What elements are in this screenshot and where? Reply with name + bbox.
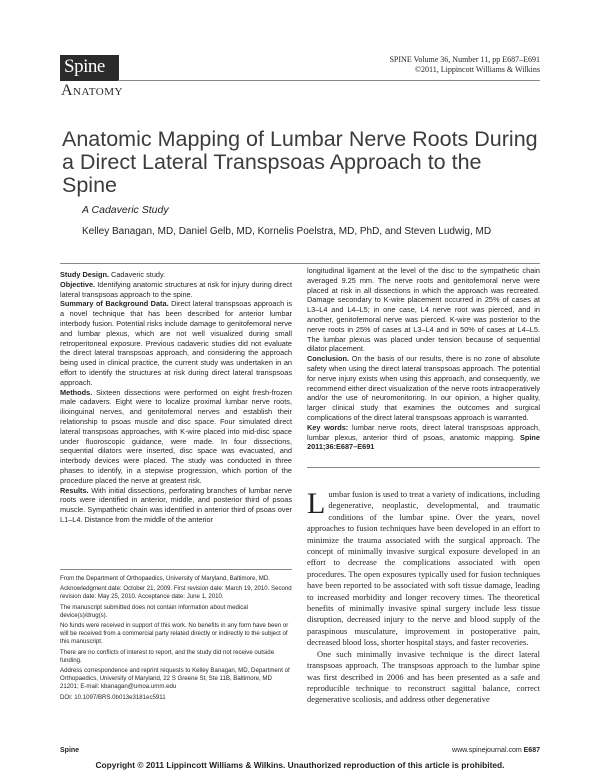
abstract-rule <box>60 263 540 264</box>
drop-cap: L <box>307 487 326 520</box>
journal-logo-text: Spine <box>64 56 105 77</box>
journal-info <box>389 55 540 75</box>
footnote-rule <box>60 569 292 570</box>
abstract-methods: Methods. Sixteen dissections were performed on eight fresh-frozen male cadavers. Eight were to localize proximal lumbar nerve roots, ilioinguinal nerves, and genitofemoral nerves and establish their relationship to psoas muscle and disc space. Four simulated direct lateral transpsoas approaches, with K-wire placed into mid-disc space under fluoroscopic guidance, were made. In four dissections, sequential dilators were inserted, disc space was evacuated, and interbody devices were placed. The study was conducted in three phases to identify, in a stepwise progression, which portion of the procedure placed the nerve at greatest risk. <box>60 387 292 485</box>
abstract-results: Results. With initial dissections, perforating branches of lumbar nerve roots were identified in anterior, middle, and posterior third of psoas muscle. Sympathetic chain was identified in anterior third of psoas over L1–L4. Distance from the middle of the anterior <box>60 485 292 524</box>
article-body <box>307 489 540 706</box>
abstract-background: Summary of Background Data. Direct lateral transpsoas approach is a novel technique that has been described for anterior lumbar interbody fusion. Potential risks include damage to genitofemoral nerve and lumbar plexus, which are not well visualized during small retroperitoneal exposure. Previous cadaveric studies did not evaluate the direct lateral transpsoas approach, and considering the approach being used in clinical practice, the current study was undertaken in an effort to identify the structures at risk during direct lateral transpsoas approach. <box>60 299 293 387</box>
header-rule <box>118 80 540 81</box>
abstract-keywords: Key words: lumbar nerve roots, direct lateral transpsoas approach, lumbar plexus, anterior third of psoas, anatomic mapping. Spine 2011;36:E687–E691 <box>307 422 540 452</box>
abstract-left-column <box>60 270 292 525</box>
abstract-design: Study Design. Cadaveric study. <box>60 270 166 279</box>
article-title: Anatomic Mapping of Lumbar Nerve Roots During a Direct Lateral Transpsoas Approach to the Spine <box>62 127 538 197</box>
body-paragraph-2: One such minimally invasive technique is the direct lateral transpsoas approach. The transpsoas approach to the lumbar spine was first described in 2006 and has been presented as a safe and reproducible technique to reconstruct sagittal balance, correct degenerative scoliosis, and address other degenerative <box>307 648 540 705</box>
article-subtitle: A Cadaveric Study <box>82 204 169 216</box>
abstract-results-continued: longitudinal ligament at the level of the disc to the sympathetic chain averaged 9.25 mm. The nerve roots and genitofemoral nerve were placed at risk in all dissections in which the approach was recreated. Damage secondary to K-wire placement occurred in 25% of cases at L3–L4 and L4–L5; in one case, L4 nerve root was pierced, and in another, genitofemoral nerve was pierced. K-wire was posterior to the nerve roots in 25% of cases at L3–L4 and in 50% of cases at L4–L5. The lumbar plexus was placed under tension because of sequential dilator placement. <box>307 266 540 354</box>
abstract-objective: Objective. Identifying anatomic structures at risk for injury during direct lateral transpsoas approach to the spine. <box>60 279 292 299</box>
abstract-right-column <box>307 266 540 452</box>
footnote-funding: No funds were received in support of this work. No benefits in any form have been or will be received from a commercial party related directly or indirectly to the subject of this manuscript. <box>60 622 289 646</box>
abstract-conclusion: Conclusion. On the basis of our results, there is no zone of absolute safety when using the direct lateral transpsoas approach. The potential for nerve injury exists when using this approach, and consequently, we recommend either direct visualization of the nerve roots intraoperatively and/or the use of neuromonitoring. In our opinion, a higher quality, larger clinical study that examines the outcomes and surgical complications of the direct lateral transpsoas approach is warranted. <box>307 354 540 422</box>
footnotes <box>60 575 292 704</box>
footer-journal: Spine <box>60 747 80 754</box>
footer-url[interactable]: www.spinejournal.com <box>452 747 522 754</box>
footnote-correspondence: Address correspondence and reprint requests to Kelley Banagan, MD, Department of Orthopaedics, University of Maryland, 22 S Greene St, Ste 11B, Baltimore, MD 21201; E-mail: kbanagan@umoa.umm.edu <box>60 667 290 691</box>
footnote-conflicts: There are no conflicts of interest to report, and the study did not receive outside funding. <box>60 648 275 664</box>
footer-page-info <box>452 747 540 754</box>
citation: Spine 2011;36:E687–E691 <box>307 432 540 452</box>
abstract-end-rule <box>307 467 540 468</box>
article-authors: Kelley Banagan, MD, Daniel Gelb, MD, Kornelis Poelstra, MD, PhD, and Steven Ludwig, MD <box>82 226 492 237</box>
footnote-dates: Acknowledgment date: October 21, 2009. First revision date: March 19, 2010. Second revision date: May 25, 2010. Acceptance date: June 1, 2010. <box>60 585 292 601</box>
footnote-affiliation: From the Department of Orthopaedics, University of Maryland, Baltimore, MD. <box>60 575 270 582</box>
journal-volume: SPINE Volume 36, Number 11, pp E687–E691 <box>389 55 540 64</box>
footnote-doi: DOI: 10.1097/BRS.0b013e3181ec5911 <box>60 693 166 701</box>
copyright-notice: Copyright © 2011 Lippincott Williams & Wilkins. Unauthorized reproduction of this article is prohibited. <box>95 760 505 770</box>
footer-page-number: E687 <box>523 747 540 754</box>
footnote-device: The manuscript submitted does not contain information about medical device(s)/drug(s). <box>60 603 248 619</box>
body-paragraph-1: Lumbar fusion is used to treat a variety of indications, including degenerative, neoplastic, developmental, and traumatic conditions of the lumbar spine. Over the years, novel approaches to fusion techniques have been developed in an effort to minimize the trauma associated with the surgical approach. The concept of minimally invasive surgical exposure developed in an effort to decrease the complications associated with open procedures. The open exposures typically used for fusion techniques have been reported to be associated with soft tissue damage, leading to increased morbidity and longer recovery times. The theoretical benefits of minimally invasive spinal surgery include less tissue disruption, decreased injury to the nerve and blood supply of the paraspinous musculature, improvement in postoperative pain, decreased blood loss, shorter hospital stays, and faster recoveries. <box>307 487 540 648</box>
journal-copyright: ©2011, Lippincott Williams & Wilkins <box>414 65 540 74</box>
journal-logo <box>60 55 119 81</box>
section-label: Anatomy <box>61 82 123 99</box>
